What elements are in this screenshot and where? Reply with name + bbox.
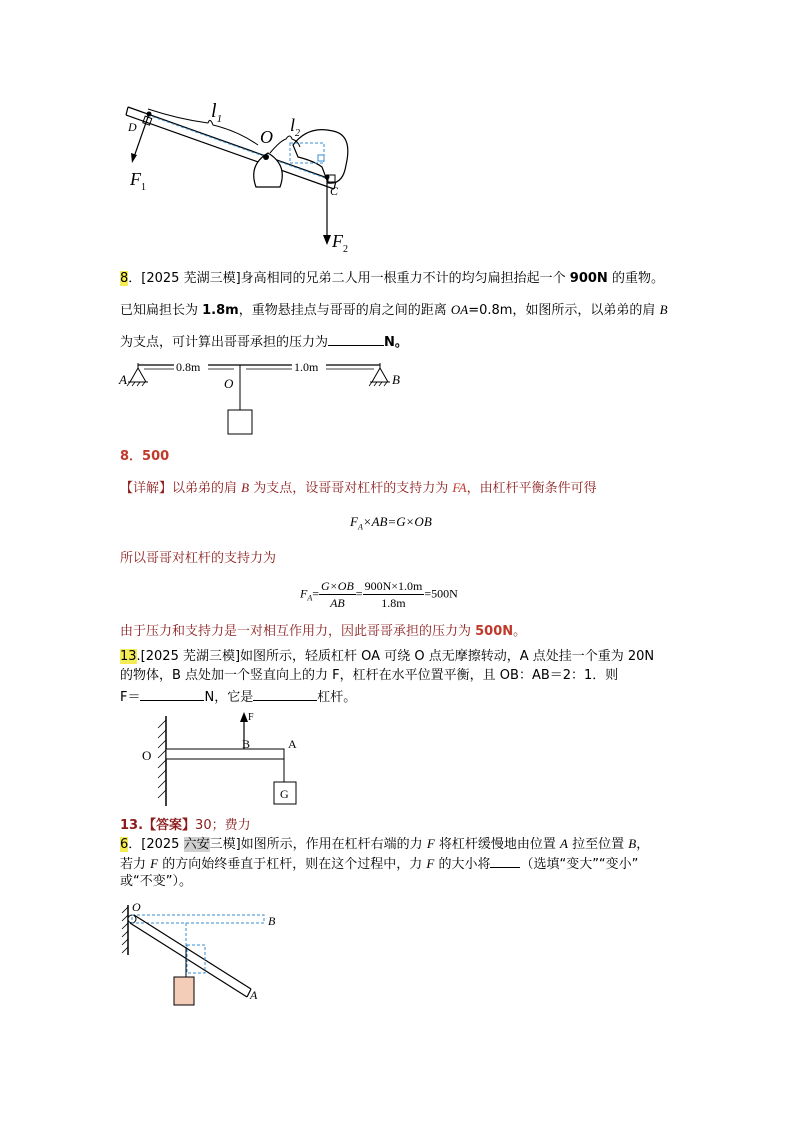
q13-label-B: B — [242, 737, 251, 751]
q13-lever-bar — [166, 749, 284, 759]
q13-label-G: G — [280, 787, 289, 801]
q6-number: 6 — [120, 837, 129, 852]
q8-answer-blank[interactable] — [328, 333, 384, 346]
q6-label-O: O — [132, 900, 141, 914]
q8-label-A: A — [119, 372, 127, 387]
q8-label-B: B — [392, 372, 400, 387]
pivot-O — [263, 154, 269, 160]
q13-label-O: O — [142, 748, 152, 763]
q13-label-A: A — [288, 737, 297, 751]
q13-label-F: F — [248, 712, 254, 723]
q13-blank-1[interactable] — [140, 688, 204, 701]
ans8-conclusion: 由于压力和支持力是一对相互作用力，因此哥哥承担的压力为 500N。 — [120, 624, 527, 639]
ans13: 13.【答案】30；费力 — [120, 818, 251, 833]
q6-label-B: B — [268, 914, 276, 928]
q13-line2: 的物体，B 点处加一个竖直向上的力 F，杠杆在水平位置平衡，且 OB：AB＝2：1．则 — [120, 668, 619, 683]
support-A — [130, 368, 146, 382]
q8-number: 8 — [120, 271, 129, 286]
q13-blank-2[interactable] — [253, 688, 317, 701]
q6-line2: 若力 F 的方向始终垂直于杠杆，则在这个过程中，力 F 的大小将 （选填“变大”“变小” — [120, 856, 639, 872]
ans8-number: 8．500 — [120, 449, 170, 464]
q13-lever-diagram — [140, 706, 310, 810]
ans8-detail: 【详解】以弟弟的肩 B 为支点，设哥哥对杠杆的支持力为 FA，由杠杆平衡条件可得 — [120, 480, 597, 496]
ans8-eq1: $F_A\times AB=G\times OB$ — [350, 514, 432, 532]
label-C: C — [330, 184, 339, 198]
q13-number: 13 — [120, 649, 137, 664]
ans8-so: 所以哥哥对杠杆的支持力为 — [120, 551, 277, 566]
q6-line1: 6．[2025 六安三模]如图所示，作用在杠杆右端的力 F 将杠杆缓慢地由位置 A 拉至位置 B， — [120, 836, 650, 852]
q8-line3: 为支点，可计算出哥哥承担的压力为 N。 — [120, 335, 408, 350]
label-l2: $l_2$ — [290, 115, 301, 139]
ans8-frac2: $\frac{900N\times 1.0m}{1.8m}$ — [364, 579, 423, 610]
q8-dist-0.8m: 0.8m — [176, 360, 201, 374]
q13-line3: F＝ N，它是 杠杆。 — [120, 690, 357, 705]
q6-line3: 或“不变”）。 — [120, 874, 192, 889]
q8-dist-1.0m: 1.0m — [294, 360, 319, 374]
q8-line1: 8．[2025 芜湖三模]身高相同的兄弟二人用一根重力不计的均匀扁担抬起一个 900N 的重物。 — [120, 271, 664, 286]
ans8-frac1: $\frac{G\times OB}{AB}$ — [321, 579, 354, 610]
q6-answer-blank[interactable] — [490, 855, 520, 868]
ans8-eq2: $F_A=$ $\frac{G\times OB}{AB}$ = $\frac{900N\times 1.0m}{1.8m}$ =500N — [300, 579, 458, 610]
q8-label-O: O — [224, 376, 234, 391]
q8-line2: 已知扁担长为 1.8m，重物悬挂点与哥哥的肩之间的距离 OA=0.8m，如图所示，以弟弟的肩 B — [120, 302, 668, 318]
label-O: O — [260, 127, 273, 147]
weight-box — [228, 410, 252, 434]
label-l1: $l_1$ — [211, 100, 223, 125]
label-F2: $F_2$ — [332, 231, 348, 255]
q6-lever-diagram — [118, 895, 278, 1013]
q6-label-A: A — [250, 988, 258, 1002]
l1-brace — [148, 109, 258, 145]
support-B — [372, 368, 388, 382]
lever-pole-diagram — [118, 95, 368, 255]
q8-lever-diagram — [118, 358, 408, 440]
q6-weight — [174, 977, 194, 1005]
label-F1: $F_1$ — [130, 169, 146, 193]
q13-line1: 13.[2025 芜湖三模]如图所示，轻质杠杆 OA 可绕 O 点无摩擦转动，A 点处挂一个重为 20N — [120, 649, 655, 664]
label-D: D — [128, 120, 137, 134]
